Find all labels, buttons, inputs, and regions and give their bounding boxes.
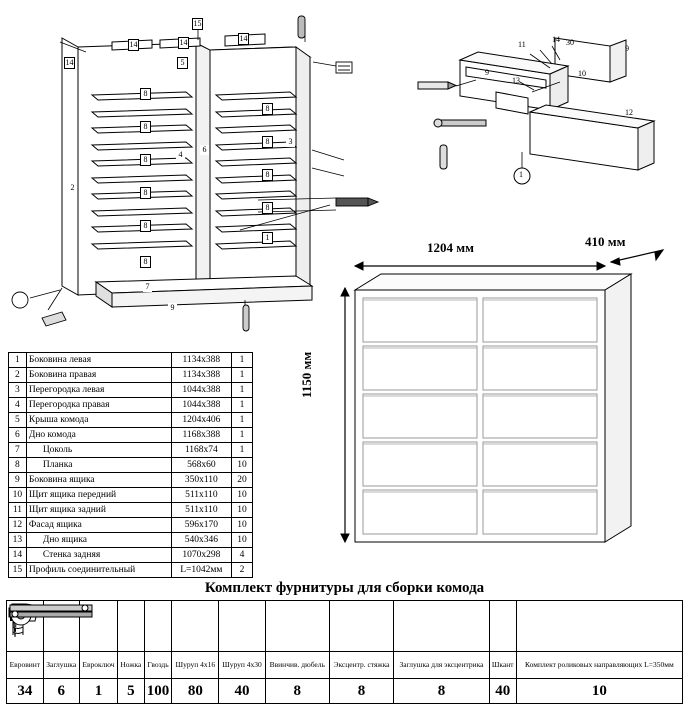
hardware-label: Гвоздь	[147, 659, 169, 669]
callout-1: 2	[68, 183, 77, 193]
hardware-count: 5	[118, 679, 144, 704]
callout-8-3: 8	[140, 154, 151, 166]
table-row: 2 Боковина правая 1134х388 1	[9, 368, 253, 383]
table-row: 14 Стенка задняя 1070х298 4	[9, 548, 253, 563]
callout-3: 4	[176, 150, 185, 160]
hardware-count: 80	[172, 679, 219, 704]
callout-7: 9	[168, 303, 177, 313]
hardware-label: Ножка	[120, 659, 142, 669]
table-row: 3 Перегородка левая 1044х388 1	[9, 383, 253, 398]
hardware-label: Заглушка	[46, 659, 77, 669]
hardware-count: 34	[7, 679, 44, 704]
drawer-exploded-diagram	[400, 20, 680, 180]
nail-icon	[144, 601, 172, 652]
callout-8-9: 8	[262, 169, 273, 181]
dowel-icon	[489, 601, 516, 652]
callout-5: 5	[177, 57, 188, 69]
hardware-count: 8	[265, 679, 329, 704]
callout-8-6: 8	[140, 256, 151, 268]
hardware-name-row	[7, 652, 683, 679]
callout-8-1: 8	[140, 88, 151, 100]
callout-8-5: 8	[140, 220, 151, 232]
callout-8-4: 8	[140, 187, 151, 199]
callout-8-2: 8	[140, 121, 151, 133]
hardware-icon-row	[7, 601, 683, 652]
callout-14-c: 14	[239, 34, 248, 43]
screw-in-dowel-icon	[265, 601, 329, 652]
table-row: 12 Фасад ящика 596х170 10	[9, 518, 253, 533]
table-row: 7 Цоколь 1168х74 1	[9, 443, 253, 458]
table-row: 13 Дно ящика 540х346 10	[9, 533, 253, 548]
table-row: 4 Перегородка правая 1044х388 1	[9, 398, 253, 413]
hardware-kit-table	[6, 600, 683, 704]
eccentric-cap-icon	[394, 601, 489, 652]
hardware-label: Заглушка для эксцентрика	[399, 659, 484, 669]
hardware-count: 10	[516, 679, 682, 704]
callout-8-11: 1	[262, 232, 273, 244]
table-row: 9 Боковина ящика 350х110 20	[9, 473, 253, 488]
callout-14-drawer: 14	[552, 35, 560, 44]
screw-4x30-icon	[219, 601, 266, 652]
hardware-count: 40	[489, 679, 516, 704]
callout-14-b: 14	[179, 38, 188, 47]
callout-12: 12	[625, 108, 633, 117]
table-row: 15 Профиль соединительный L=1042мм 2	[9, 563, 253, 578]
hardware-count: 8	[394, 679, 489, 704]
callout-14-d: 14	[65, 58, 74, 67]
roller-guides-icon	[516, 601, 682, 652]
foot-icon	[118, 601, 144, 652]
dresser-depth-label: 410 мм	[585, 234, 626, 249]
callout-30: 30	[566, 38, 574, 47]
callout-15: 15	[193, 19, 202, 28]
callout-8-7: 8	[262, 103, 273, 115]
hardware-label: Шкант	[491, 659, 514, 669]
screw-4x16-icon	[172, 601, 219, 652]
hardware-label: Евровинт	[9, 659, 41, 669]
eccentric-tie-icon	[329, 601, 394, 652]
parts-table	[8, 352, 253, 578]
hardware-label: Шуруп 4х16	[175, 659, 216, 669]
callout-6: 7	[143, 282, 152, 292]
dresser-dimension-drawing	[299, 234, 682, 558]
callout-4: 6	[200, 145, 209, 155]
table-row: 5 Крыша комода 1204х406 1	[9, 413, 253, 428]
callout-8-8: 8	[262, 136, 273, 148]
callout-9-b: 9	[485, 68, 489, 77]
callout-10: 10	[578, 69, 586, 78]
callout-14-a: 14	[129, 40, 138, 49]
hardware-label: Комплект роликовых направляющих L=350мм	[525, 659, 674, 669]
hardware-count: 6	[43, 679, 79, 704]
table-row: 6 Дно комода 1168х388 1	[9, 428, 253, 443]
dresser-height-label: 1150 мм	[299, 351, 314, 398]
hardware-count: 40	[219, 679, 266, 704]
parts-table-body	[9, 353, 253, 578]
hardware-label: Ввинчив. дюбель	[269, 659, 325, 669]
hardware-count: 8	[329, 679, 394, 704]
callout-1-drawer: 1	[519, 170, 523, 179]
hardware-count: 1	[79, 679, 117, 704]
dresser-width-label: 1204 мм	[427, 240, 474, 255]
callout-9-a: 9	[625, 44, 629, 53]
callout-8-10: 8	[262, 202, 273, 214]
hardware-label: Шуруп 4х30	[222, 659, 262, 669]
table-row: 1 Боковина левая 1134х388 1	[9, 353, 253, 368]
hardware-label: Евроключ	[82, 659, 115, 669]
hardware-label: Эксцентр. стяжка	[333, 659, 390, 669]
table-row: 8 Планка 568х60 10	[9, 458, 253, 473]
table-row: 11 Щит ящика задний 511х110 10	[9, 503, 253, 518]
table-row: 10 Щит ящика передний 511х110 10	[9, 488, 253, 503]
callout-11: 11	[518, 40, 526, 49]
hardware-kit-title: Комплект фурнитуры для сборки комода	[204, 580, 485, 596]
callout-2: 3	[286, 137, 295, 147]
callout-13: 13	[512, 76, 520, 85]
hardware-count: 100	[144, 679, 172, 704]
